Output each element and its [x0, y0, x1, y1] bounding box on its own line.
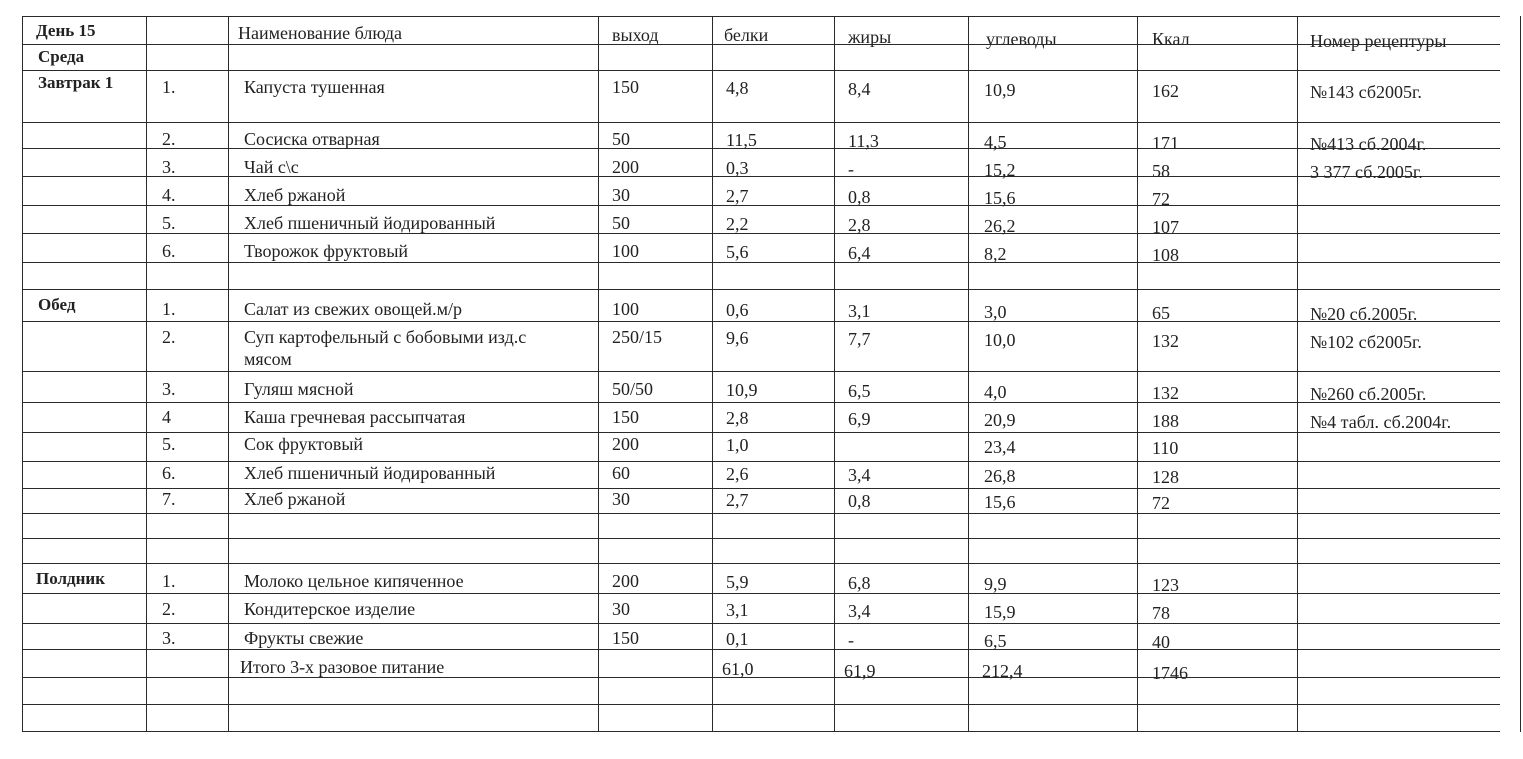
dish-name: Хлеб пшеничный йодированный	[244, 213, 496, 233]
output-value: 60	[612, 463, 630, 483]
row-divider	[22, 371, 1500, 372]
row-number: 2.	[162, 327, 176, 347]
column-divider	[228, 16, 229, 732]
kcal-value: 72	[1152, 189, 1170, 209]
output-column-header: выход	[612, 25, 659, 45]
carbs-value: 26,2	[984, 216, 1016, 236]
output-value: 30	[612, 489, 630, 509]
dish-name: Хлеб ржаной	[244, 489, 346, 509]
kcal-value: 65	[1152, 303, 1170, 323]
kcal-value: 123	[1152, 575, 1179, 595]
carbs-value: 9,9	[984, 574, 1007, 594]
output-value: 50/50	[612, 379, 654, 399]
protein-column-header: белки	[724, 25, 769, 45]
column-divider	[1297, 16, 1298, 732]
breakfast-section-title: Завтрак 1	[38, 73, 114, 92]
recipe-number: 3 377 сб.2005г.	[1310, 162, 1423, 182]
protein-value: 4,8	[726, 78, 749, 98]
fat-value: 11,3	[848, 131, 879, 151]
protein-value: 2,6	[726, 464, 749, 484]
carbs-value: 20,9	[984, 410, 1016, 430]
row-divider	[22, 70, 1500, 71]
row-divider	[22, 44, 1500, 45]
total-kcal: 1746	[1152, 663, 1188, 683]
kcal-value: 107	[1152, 217, 1179, 237]
output-value: 50	[612, 213, 630, 233]
total-carbs: 212,4	[982, 661, 1023, 681]
row-divider	[22, 731, 1500, 732]
weekday-label: Среда	[38, 47, 85, 66]
fat-value: 2,8	[848, 215, 871, 235]
carbs-column-header: углеводы	[986, 29, 1057, 49]
column-divider	[968, 16, 969, 732]
row-divider	[22, 402, 1500, 403]
row-divider	[22, 704, 1500, 705]
carbs-value: 23,4	[984, 437, 1016, 457]
row-number: 5.	[162, 213, 176, 233]
fat-column-header: жиры	[848, 27, 892, 47]
carbs-value: 4,5	[984, 132, 1007, 152]
kcal-value: 40	[1152, 632, 1170, 652]
output-value: 150	[612, 628, 639, 648]
dish-name: Хлеб ржаной	[244, 185, 346, 205]
row-number: 3.	[162, 379, 176, 399]
dish-name: Сосиска отварная	[244, 129, 380, 149]
kcal-value: 171	[1152, 133, 1179, 153]
dish-name: Фрукты свежие	[244, 628, 364, 648]
output-value: 30	[612, 185, 630, 205]
carbs-value: 8,2	[984, 244, 1007, 264]
fat-value: 0,8	[848, 187, 871, 207]
output-value: 30	[612, 599, 630, 619]
total-label: Итого 3-х разовое питание	[240, 657, 445, 677]
fat-value: 3,4	[848, 601, 871, 621]
column-divider	[22, 16, 23, 732]
dish-name: Сок фруктовый	[244, 434, 364, 454]
row-divider	[22, 593, 1500, 594]
row-divider	[22, 538, 1500, 539]
output-value: 100	[612, 241, 639, 261]
column-divider	[834, 16, 835, 732]
fat-value: 6,8	[848, 573, 871, 593]
protein-value: 1,0	[726, 435, 749, 455]
row-number: 3.	[162, 628, 176, 648]
total-fat: 61,9	[844, 661, 876, 681]
row-number: 6.	[162, 241, 176, 261]
recipe-number: №413 сб.2004г.	[1310, 134, 1427, 154]
protein-value: 3,1	[726, 600, 749, 620]
kcal-value: 162	[1152, 81, 1179, 101]
row-divider	[22, 649, 1500, 650]
row-divider	[22, 122, 1500, 123]
protein-value: 0,1	[726, 629, 749, 649]
kcal-value: 128	[1152, 467, 1179, 487]
carbs-value: 15,6	[984, 492, 1016, 512]
carbs-value: 10,0	[984, 330, 1016, 350]
row-number: 4.	[162, 185, 176, 205]
carbs-value: 15,9	[984, 602, 1016, 622]
row-number: 1.	[162, 571, 176, 591]
dish-name: Чай с\с	[244, 157, 299, 177]
kcal-value: 110	[1152, 438, 1179, 458]
row-number: 2.	[162, 599, 176, 619]
row-number: 3.	[162, 157, 176, 177]
kcal-value: 188	[1152, 411, 1179, 431]
dish-name: Гуляш мясной	[244, 379, 354, 399]
column-divider	[598, 16, 599, 732]
kcal-column-header: Ккал	[1152, 29, 1190, 49]
row-divider	[22, 262, 1500, 263]
protein-value: 2,7	[726, 490, 749, 510]
kcal-value: 108	[1152, 245, 1179, 265]
fat-value: 3,4	[848, 465, 871, 485]
row-number: 7.	[162, 489, 176, 509]
column-divider	[1137, 16, 1138, 732]
dish-column-header: Наименование блюда	[238, 23, 403, 43]
protein-value: 10,9	[726, 380, 758, 400]
dish-name: Молоко цельное кипяченное	[244, 571, 464, 591]
recipe-number: №260 сб.2005г.	[1310, 384, 1427, 404]
output-value: 200	[612, 157, 639, 177]
protein-value: 11,5	[726, 130, 757, 150]
dish-name: Суп картофельный с бобовыми изд.с мясом	[244, 327, 527, 369]
recipe-number: №20 сб.2005г.	[1310, 304, 1418, 324]
kcal-value: 72	[1152, 493, 1170, 513]
recipe-number: №143 сб2005г.	[1310, 82, 1422, 102]
fat-value: -	[848, 159, 854, 179]
row-divider	[22, 563, 1500, 564]
fat-value: 6,4	[848, 243, 871, 263]
output-value: 200	[612, 434, 639, 454]
protein-value: 2,2	[726, 214, 749, 234]
output-value: 150	[612, 407, 639, 427]
column-divider	[146, 16, 147, 732]
kcal-value: 132	[1152, 383, 1179, 403]
row-divider	[22, 321, 1500, 322]
protein-value: 9,6	[726, 328, 749, 348]
total-protein: 61,0	[722, 659, 754, 679]
fat-value: 0,8	[848, 491, 871, 511]
carbs-value: 15,6	[984, 188, 1016, 208]
row-number: 6.	[162, 463, 176, 483]
carbs-value: 26,8	[984, 466, 1016, 486]
output-value: 100	[612, 299, 639, 319]
output-value: 150	[612, 77, 639, 97]
row-number: 1.	[162, 299, 176, 319]
recipe-column-header: Номер рецептуры	[1310, 31, 1447, 51]
fat-value: 7,7	[848, 329, 871, 349]
row-divider	[22, 513, 1500, 514]
lunch-section-title: Обед	[38, 295, 76, 314]
recipe-number: №102 сб2005г.	[1310, 332, 1422, 352]
carbs-value: 15,2	[984, 160, 1016, 180]
protein-value: 5,6	[726, 242, 749, 262]
fat-value: 6,5	[848, 381, 871, 401]
output-value: 200	[612, 571, 639, 591]
protein-value: 5,9	[726, 572, 749, 592]
dish-name: Кондитерское изделие	[244, 599, 416, 619]
dish-name: Хлеб пшеничный йодированный	[244, 463, 496, 483]
output-value: 50	[612, 129, 630, 149]
dish-name: Салат из свежих овощей.м/р	[244, 299, 462, 319]
dish-name: Каша гречневая рассыпчатая	[244, 407, 466, 427]
dish-name: Капуста тушенная	[244, 77, 385, 97]
protein-value: 2,8	[726, 408, 749, 428]
fat-value: 6,9	[848, 409, 871, 429]
row-number: 4	[162, 407, 171, 427]
row-divider	[22, 289, 1500, 290]
row-number: 1.	[162, 77, 176, 97]
kcal-value: 78	[1152, 603, 1170, 623]
protein-value: 0,6	[726, 300, 749, 320]
kcal-value: 132	[1152, 331, 1179, 351]
row-number: 5.	[162, 434, 176, 454]
protein-value: 2,7	[726, 186, 749, 206]
column-divider	[712, 16, 713, 732]
carbs-value: 6,5	[984, 631, 1007, 651]
row-divider	[22, 16, 1500, 17]
fat-value: -	[848, 630, 854, 650]
protein-value: 0,3	[726, 158, 749, 178]
kcal-value: 58	[1152, 161, 1170, 181]
snack-section-title: Полдник	[36, 569, 106, 588]
carbs-value: 3,0	[984, 302, 1007, 322]
dish-name: Творожок фруктовый	[244, 241, 409, 261]
day-label: День 15	[36, 21, 96, 40]
column-divider	[1520, 16, 1521, 732]
recipe-number: №4 табл. сб.2004г.	[1310, 412, 1452, 432]
output-value: 250/15	[612, 327, 663, 347]
fat-value: 3,1	[848, 301, 871, 321]
carbs-value: 4,0	[984, 382, 1007, 402]
row-divider	[22, 677, 1500, 678]
row-divider	[22, 623, 1500, 624]
carbs-value: 10,9	[984, 80, 1016, 100]
fat-value: 8,4	[848, 79, 871, 99]
row-number: 2.	[162, 129, 176, 149]
